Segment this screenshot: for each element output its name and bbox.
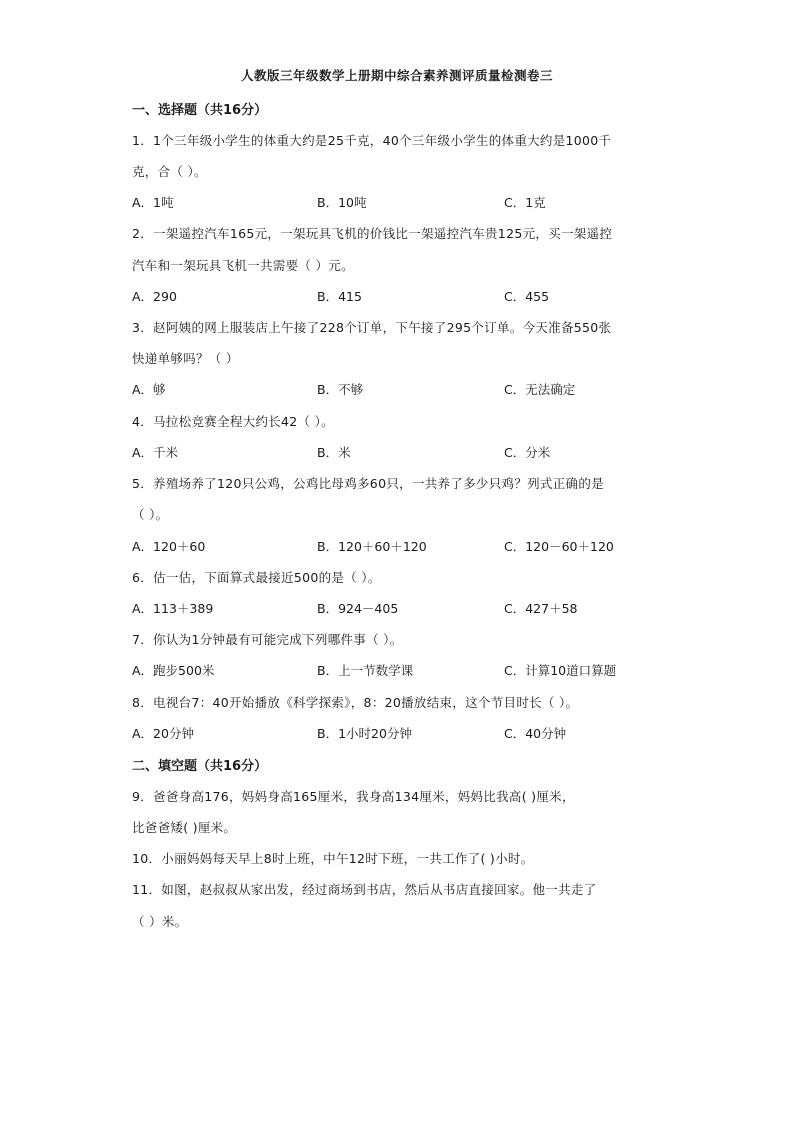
option-b: B．上一节数学课 <box>317 663 414 678</box>
question-3-text: 3．赵阿姨的网上服装店上午接了228个订单，下午接了295个订单。今天准备550张 <box>132 320 612 335</box>
option-a: A．120＋60 <box>132 539 206 554</box>
question-1-text-cont: 克，合（ ）。 <box>132 164 207 179</box>
question-5-options <box>132 537 672 557</box>
question-3-text-cont: 快递单够吗？（ ） <box>132 351 239 366</box>
question-5-text-cont: （ ）。 <box>132 507 169 522</box>
option-a: A．1吨 <box>132 195 174 210</box>
question-6-text: 6．估一估，下面算式最接近500的是（ ）。 <box>132 570 381 585</box>
question-3-options <box>132 380 672 400</box>
option-b: B．1小时20分钟 <box>317 726 412 741</box>
page-title: 人教版三年级数学上册期中综合素养测评质量检测卷三 <box>240 68 553 83</box>
question-2-options <box>132 287 672 307</box>
question-1-text: 1．1个三年级小学生的体重大约是25千克，40个三年级小学生的体重大约是1000千 <box>132 133 612 148</box>
question-8-options <box>132 724 672 744</box>
option-b: B．924－405 <box>317 601 399 616</box>
option-c: C．455 <box>504 289 550 304</box>
question-4-options <box>132 443 672 463</box>
question-8-text: 8．电视台7：40开始播放《科学探索》，8：20播放结束，这个节目时长（ ）。 <box>132 695 579 710</box>
option-a: A．113＋389 <box>132 601 214 616</box>
question-2-text: 2．一架遥控汽车165元，一架玩具飞机的价钱比一架遥控汽车贵125元，买一架遥控 <box>132 226 613 241</box>
question-6-options <box>132 599 672 619</box>
option-b: B．120＋60＋120 <box>317 539 427 554</box>
option-c: C．计算10道口算题 <box>504 663 617 678</box>
option-c: C．分米 <box>504 445 551 460</box>
option-c: C．1克 <box>504 195 546 210</box>
option-a: A．20分钟 <box>132 726 194 741</box>
option-b: B．415 <box>317 289 362 304</box>
question-9-text: 9．爸爸身高176，妈妈身高165厘米，我身高134厘米，妈妈比我高( )厘米， <box>132 789 575 804</box>
question-4-text: 4．马拉松竞赛全程大约长42（ ）。 <box>132 414 334 429</box>
question-7-text: 7．你认为1分钟最有可能完成下列哪件事（ ）。 <box>132 632 403 647</box>
question-11-text: 11．如图，赵叔叔从家出发，经过商场到书店，然后从书店直接回家。他一共走了 <box>132 882 597 897</box>
option-c: C．无法确定 <box>504 382 576 397</box>
section-heading-fill: 二、填空题（共16分） <box>132 759 268 774</box>
option-b: B．米 <box>317 445 351 460</box>
option-c: C．120－60＋120 <box>504 539 614 554</box>
question-1-options <box>132 193 672 213</box>
question-2-text-cont: 汽车和一架玩具飞机一共需要（ ）元。 <box>132 258 354 273</box>
option-a: A．290 <box>132 289 177 304</box>
section-heading-choice: 一、选择题（共16分） <box>132 103 268 118</box>
option-b: B．不够 <box>317 382 364 397</box>
question-11-text-cont: （ ）米。 <box>132 914 188 929</box>
question-7-options <box>132 661 672 681</box>
question-9-text-cont: 比爸爸矮( )厘米。 <box>132 820 237 835</box>
question-5-text: 5．养殖场养了120只公鸡，公鸡比母鸡多60只，一共养了多少只鸡？列式正确的是 <box>132 476 604 491</box>
option-b: B．10吨 <box>317 195 367 210</box>
option-c: C．427＋58 <box>504 601 578 616</box>
option-a: A．够 <box>132 382 166 397</box>
option-c: C．40分钟 <box>504 726 567 741</box>
option-a: A．跑步500米 <box>132 663 215 678</box>
option-a: A．千米 <box>132 445 179 460</box>
question-10-text: 10．小丽妈妈每天早上8时上班，中午12时下班，一共工作了( )小时。 <box>132 851 534 866</box>
